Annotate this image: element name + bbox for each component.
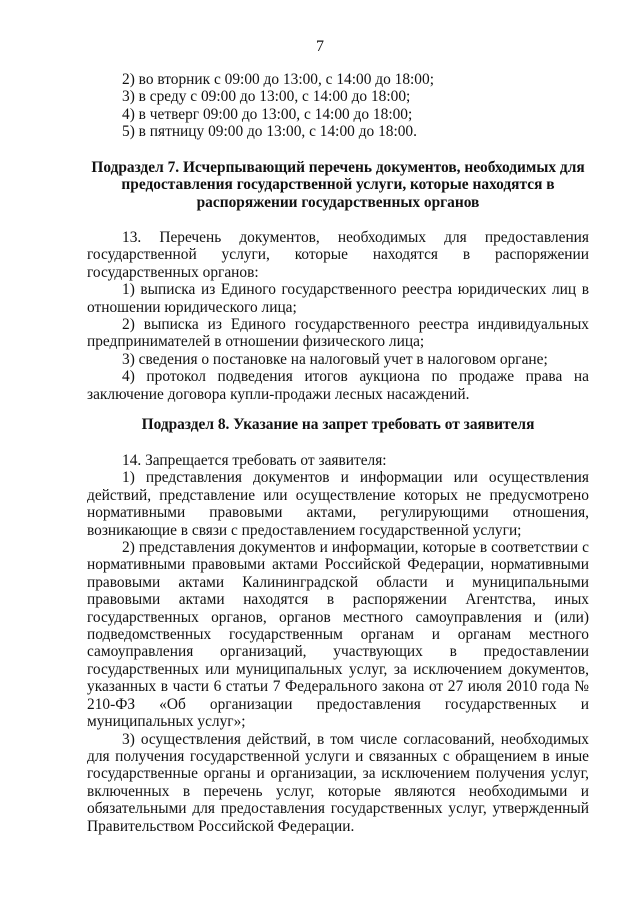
schedule-item: 2) во вторник с 09:00 до 13:00, с 14:00 до 18:00; (122, 71, 434, 88)
paragraph: 3) осуществления действий, в том числе согласований, необходимых для получения государственной услуги и связанных с обращением в иные государственные органы и организации, за исключением получения услуг, включенных в перечень услуг, которые являются необходимыми и обязательными для предоставления государственных услуг, утвержденный Правительством Российской Федерации. (87, 730, 589, 835)
paragraph: 1) представления документов и информации или осуществления действий, представление или осуществление которых не предусмотрено нормативными правовыми актами, регулирующими отношения, возникающие в связи с предоставлением государственной услуги; (87, 469, 589, 539)
paragraph: 2) представления документов и информации, которые в соответствии с нормативными правовыми актами Российской Федерации, нормативными правовыми актами Калининградской области и муниципальными правовыми актами находятся в распоряжении Агентства, иных государственных органов, органов местного самоуправления и (или) подведомственных государственным органам и органам местного самоуправления организаций, участвующих в предоставлении государственных или муниципальных услуг, за исключением документов, указанных в части 6 статьи 7 Федерального закона от 27 июля 2010 года № 210-ФЗ «Об организации предоставления государственных и муниципальных услуг»; (87, 539, 589, 731)
subsection-8-body (87, 452, 589, 835)
paragraph: 1) выписка из Единого государственного реестра юридических лиц в отношении юридического лица; (87, 281, 589, 316)
subsection-7-body (87, 229, 589, 403)
schedule-item: 4) в четверг 09:00 до 13:00, с 14:00 до 18:00; (122, 105, 413, 123)
subsection-8-heading-block (87, 416, 589, 433)
schedule-list (87, 71, 589, 141)
subsection-7-heading: Подраздел 7. Исчерпывающий перечень документов, необходимых для предоставления государственной услуги, которые находятся в распоряжении государственных органов (91, 159, 585, 211)
paragraph: 13. Перечень документов, необходимых для предоставления государственной услуги, которые находятся в распоряжении государственных органов: (87, 229, 589, 281)
paragraph: 3) сведения о постановке на налоговый учет в налоговом органе; (122, 350, 548, 368)
paragraph: 4) протокол подведения итогов аукциона по продаже права на заключение договора купли-продажи лесных насаждений. (87, 368, 589, 403)
schedule-item: 5) в пятницу 09:00 до 13:00, с 14:00 до 18:00. (122, 123, 417, 141)
paragraph: 2) выписка из Единого государственного реестра индивидуальных предпринимателей в отношении физического лица; (87, 316, 589, 351)
paragraph: 14. Запрещается требовать от заявителя: (122, 452, 387, 469)
page-number: 7 (316, 38, 324, 55)
subsection-8-heading: Подраздел 8. Указание на запрет требовать от заявителя (141, 416, 535, 433)
schedule-item: 3) в среду с 09:00 до 13:00, с 14:00 до 18:00; (122, 88, 411, 106)
subsection-7-heading-block (87, 159, 589, 211)
